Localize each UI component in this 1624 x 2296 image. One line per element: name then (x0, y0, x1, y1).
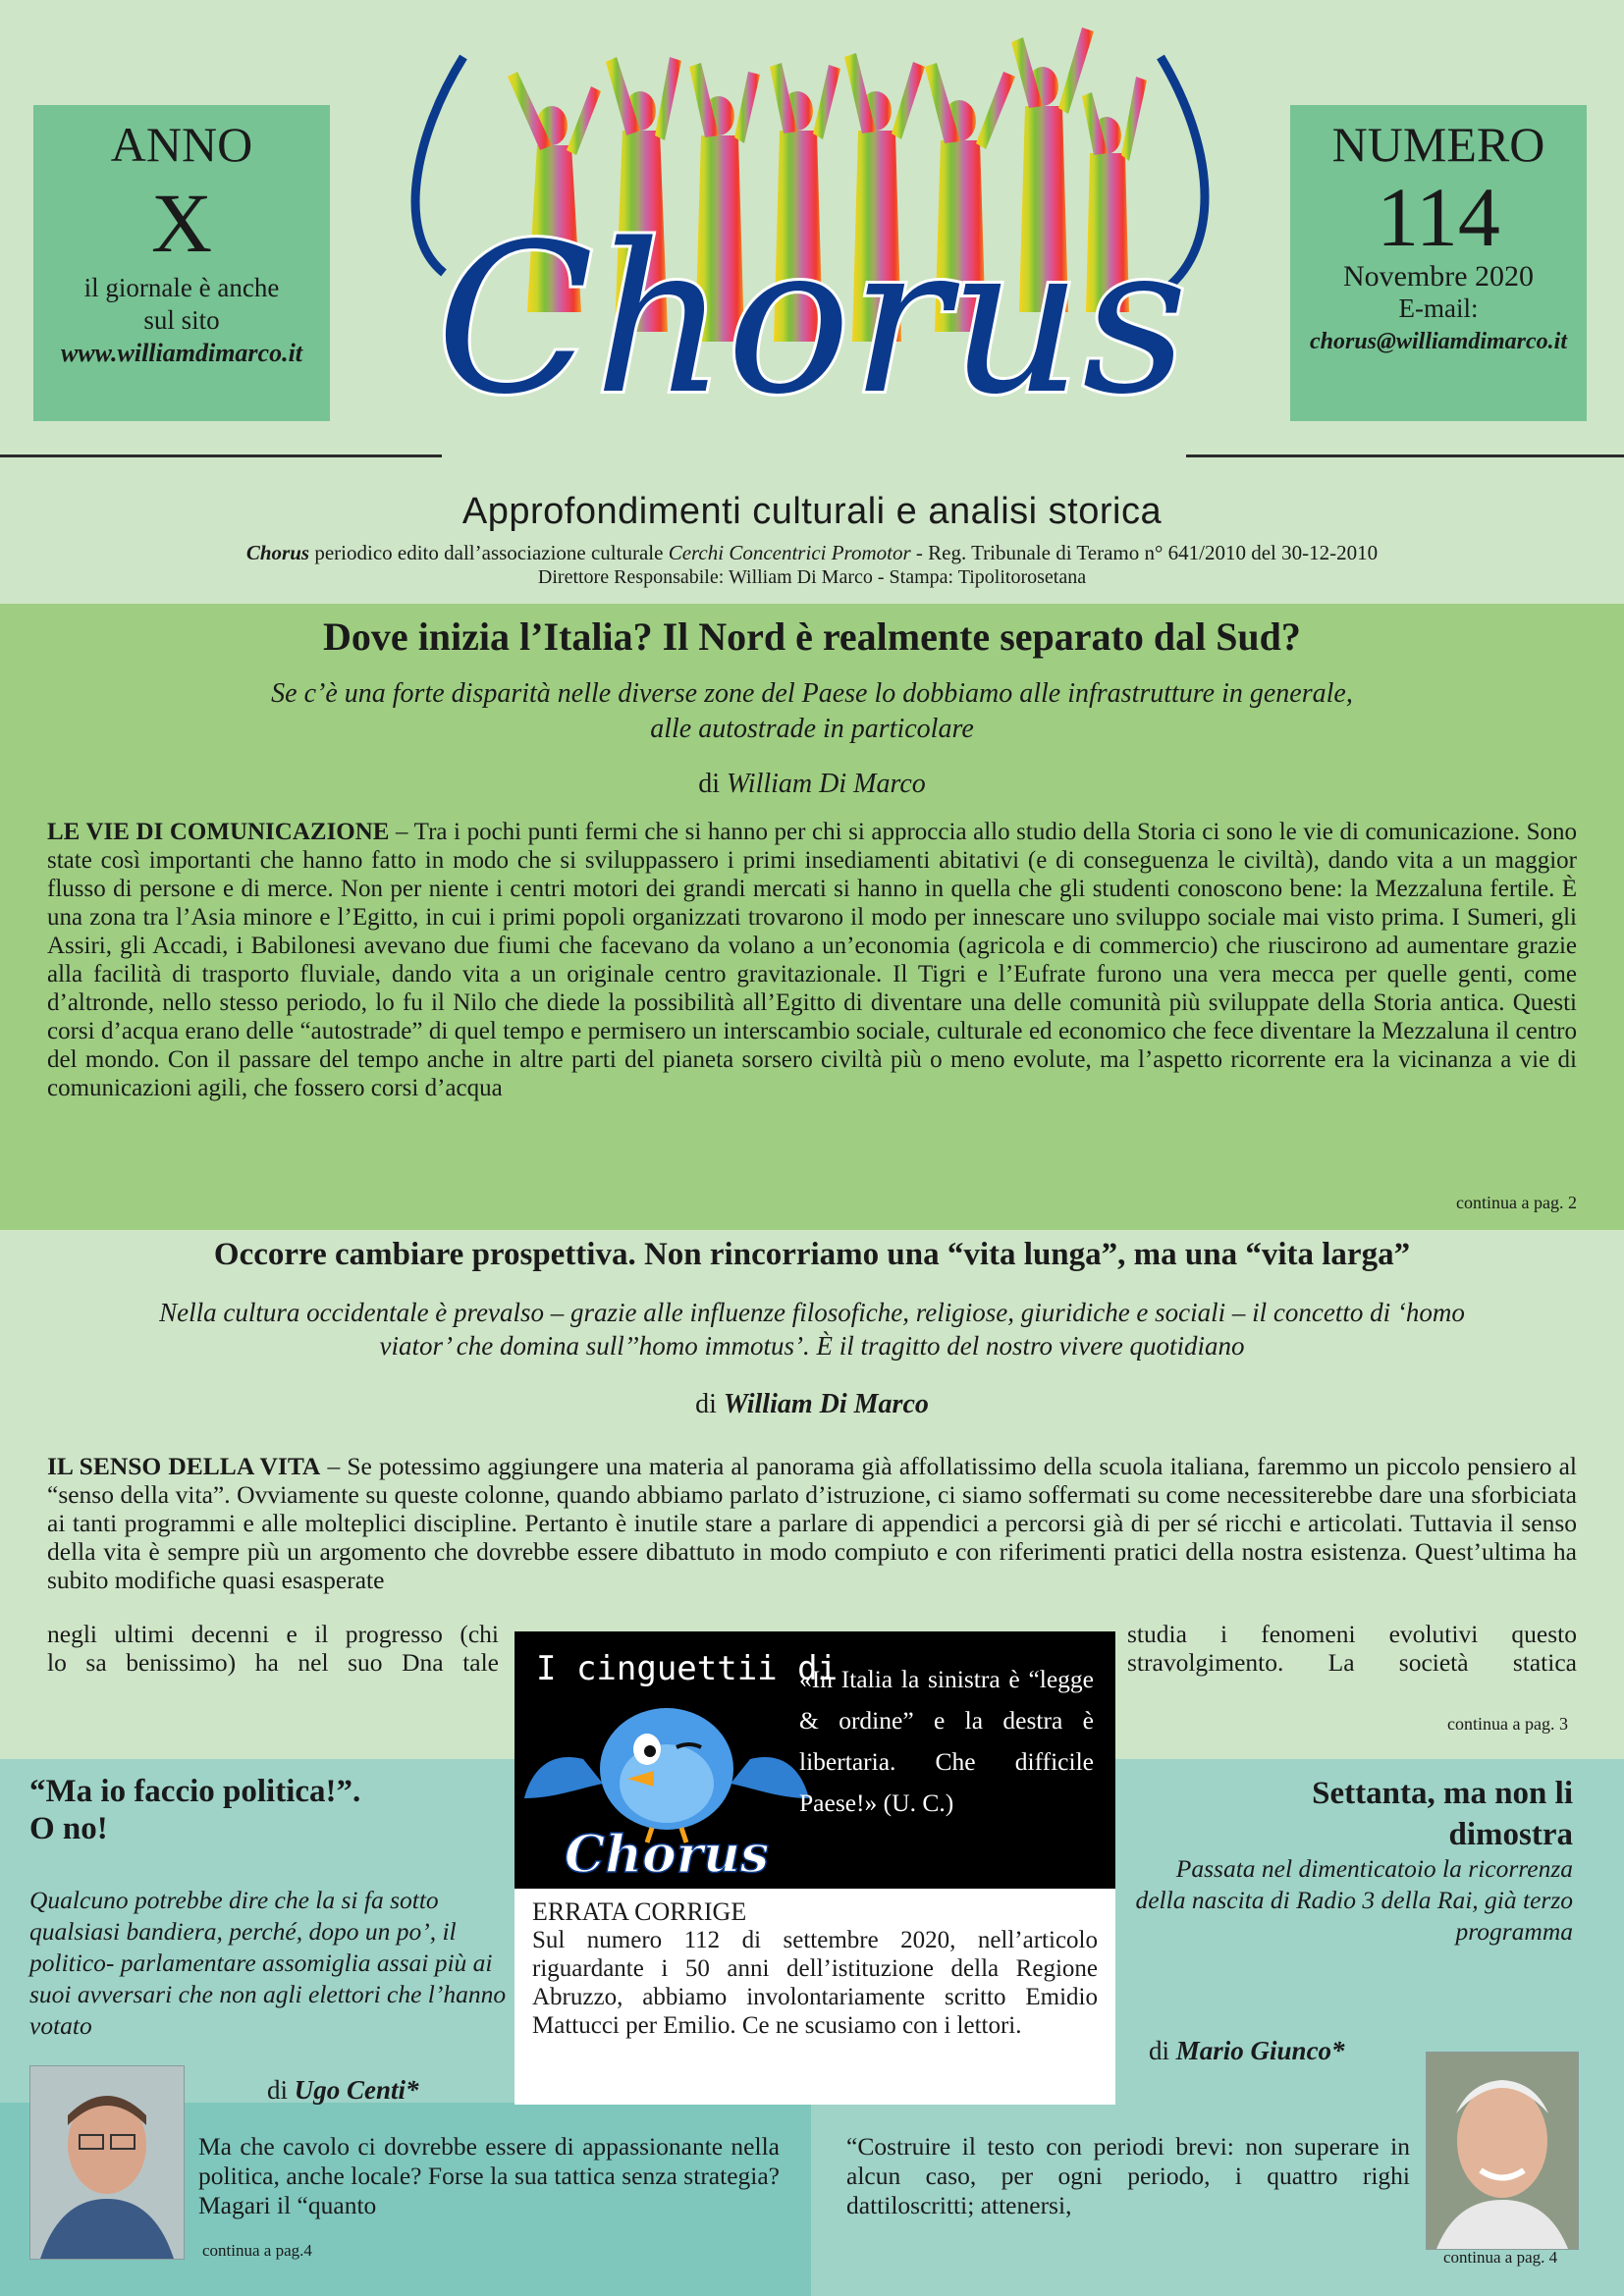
article-1-deck-line-2: alle autostrade in particolare (650, 714, 974, 744)
bird-icon (524, 1690, 809, 1887)
article-1-lead: LE VIE DI COMUNICAZIONE (47, 819, 390, 845)
article-3-by: di (267, 2075, 295, 2105)
email-link[interactable]: chorus@williamdimarco.it (1309, 329, 1567, 354)
issue-label: NUMERO (1331, 117, 1545, 172)
imprint-line-2: Direttore Responsabile: William Di Marco - Stampa: Tipolitorosetana (537, 566, 1087, 588)
article-4-body: “Costruire il testo con periodi brevi: non superare in alcun caso, per ogni periodo, i quattro righi dattiloscritti; attenersi, (846, 2132, 1410, 2219)
article-3-headline-line-2: O no! (29, 1811, 108, 1846)
errata-box (514, 1889, 1115, 2105)
article-3-body: Ma che cavolo ci dovrebbe essere di appassionante nella politica, anche locale? Forse la sua tattica senza strategia? Magari il “quanto (198, 2132, 780, 2219)
imprint-part-1: periodico edito dall’associazione culturale (309, 541, 669, 564)
article-1-deck (0, 676, 1624, 747)
issue-box (1290, 105, 1587, 421)
article-4-headline-line-1: Settanta, ma non li (1312, 1776, 1573, 1811)
article-1-text: – Tra i pochi punti fermi che si hanno per chi si approccia allo studio della Storia ci sono le vie di comunicazione. Sono state così importanti che hanno fatto in modo che si sviluppassero i primi insediamenti abitativi (e di conseguenza le civiltà), dando vita a un maggior flusso di persone e di merce. Non per niente i centri motori dei grandi mercati si hanno in quella che gli studenti conoscono bene: la Mezzaluna fertile. È una zona tra l’Asia minore e l’Egitto, in cui i primi popoli organizzati trovarono il modo per innescare uno sviluppo sociale mai visto prima. I Sumeri, gli Assiri, gli Accadi, i Babilonesi avevano due fiumi che facevano da volano a un’economia (agricola e di commercio) che riuscirono ad aumentare grazie alla facilità di trasporto fluviale, dando vita a un originale centro gravitazionale. Il Tigri e l’Eufrate furono una vera mecca per quelle genti, come d’altronde, nello stesso periodo, lo fu il Nilo che diede la possibilità all’Egitto di diventare una delle comunità più sviluppate della Storia antica. Questi corsi d’acqua erano delle “autostrade” di quel tempo e permisero un interscambio sociale, culturale ed economico che fece diventare la Mezzaluna il centro del mondo. Con il passare del tempo anche in altre parti del pianeta sorsero civiltà più o meno evolute, ma l’aspetto ricorrente era la vicinanza a vie di comunicazioni agili, che fossero corsi d’acqua (47, 819, 1577, 1101)
article-3-byline (267, 2075, 419, 2106)
article-2-by: di (695, 1389, 724, 1419)
article-4-author: Mario Giunco* (1175, 2036, 1345, 2065)
article-3-headline-line-1: “Ma io faccio politica!”. (29, 1774, 361, 1809)
article-2-headline[interactable]: Occorre cambiare prospettiva. Non rincorriamo una “vita lunga”, ma una “vita larga” (213, 1237, 1411, 1272)
imprint-line (0, 541, 1624, 565)
article-2-body (47, 1452, 1577, 1594)
article-2-right-line-1: studia i fenomeni evolutivi questo (1127, 1620, 1577, 1648)
article-2-left-line-2: lo sa benissimo) ha nel suo Dna tale (47, 1648, 499, 1677)
site-note-1: il giornale è anche (83, 273, 280, 302)
article-3-author: Ugo Centi* (294, 2075, 419, 2105)
imprint-brand: Chorus (245, 541, 310, 564)
article-4-byline (1149, 2036, 1345, 2066)
article-2-lead: IL SENSO DELLA VITA (47, 1452, 321, 1480)
imprint-part-2: - Reg. Tribunale di Teramo n° 641/2010 del 30-12-2010 (910, 541, 1379, 564)
article-4-by: di (1149, 2036, 1176, 2065)
issue-date: Novembre 2020 (1342, 260, 1535, 293)
ugo-centi-photo (29, 2065, 185, 2260)
year-value: X (150, 176, 213, 270)
article-4-headline-line-2: dimostra (1448, 1817, 1573, 1852)
email-label: E-mail: (1398, 294, 1479, 323)
header-rule-left (0, 454, 442, 457)
article-2-deck (0, 1296, 1624, 1362)
article-1-deck-line-1: Se c’è una forte disparità nelle diverse zone del Paese lo dobbiamo alle infrastrutture in generale, (271, 678, 1353, 709)
imprint-association: Cerchi Concentrici Promotor (668, 541, 911, 564)
article-2-byline (0, 1389, 1624, 1420)
article-1-author: William Di Marco (727, 769, 926, 799)
article-4-continued[interactable]: continua a pag. 4 (1443, 2248, 1558, 2267)
article-1-byline (0, 769, 1624, 800)
article-1-by: di (698, 769, 728, 799)
article-3-deck: Qualcuno potrebbe dire che la si fa sotto qualsiasi bandiera, perché, dopo un po’, il politico- parlamentare assomiglia assai più ai suoi avversari che non agli elettori che l’hanno votato (29, 1886, 507, 2040)
article-2-continued[interactable]: continua a pag. 3 (1447, 1714, 1568, 1734)
site-note-2: sul sito (143, 305, 220, 335)
tagline: Approfondimenti culturali e analisi storica (461, 491, 1163, 532)
errata-text: Sul numero 112 di settembre 2020, nell’articolo riguardante i 50 anni dell’istituzione della Regione Abruzzo, abbiamo involontariamente scritto Emidio Mattucci per Emilio. Ce ne scusiamo con i lettori. (532, 1927, 1098, 2039)
article-2-right-line-2: stravolgimento. La società statica (1127, 1648, 1577, 1677)
article-1-body (47, 818, 1577, 1102)
tweet-box (514, 1631, 1115, 1889)
article-3-headline[interactable] (29, 1773, 360, 1847)
article-2-body-left (47, 1620, 499, 1677)
site-url-link[interactable]: www.williamdimarco.it (60, 339, 303, 367)
issue-number: 114 (1377, 170, 1500, 264)
article-1-continued[interactable]: continua a pag. 2 (1456, 1193, 1577, 1212)
article-4-headline[interactable] (1129, 1773, 1573, 1855)
article-3-continued[interactable]: continua a pag.4 (202, 2241, 312, 2260)
article-1 (0, 604, 1624, 1230)
chorus-logo (405, 18, 1219, 479)
article-2-body-right (1127, 1620, 1577, 1677)
header-rule-right (1186, 454, 1624, 457)
logo-wordmark: Chorus (436, 199, 1188, 440)
article-2-deck-line-2: viator’ che domina sull’’homo immotus’. È il tragitto del nostro vivere quotidiano (379, 1331, 1245, 1361)
article-2-deck-line-1: Nella cultura occidentale è prevalso – grazie alle influenze filosofiche, religiose, giuridiche e sociali – il concetto di ‘homo (159, 1298, 1465, 1327)
errata-title: ERRATA CORRIGE (532, 1897, 747, 1926)
year-box (33, 105, 330, 421)
article-2-left-line-1: negli ultimi decenni e il progresso (chi (47, 1620, 499, 1648)
tweet-quote: «In Italia la sinistra è “legge & ordine” e la destra è libertaria. Che difficile Paese!» (U. C.) (799, 1665, 1094, 1817)
article-2-author: William Di Marco (723, 1389, 929, 1419)
tweet-title: I cinguettii di (536, 1649, 839, 1688)
year-label: ANNO (110, 117, 253, 172)
tweet-logo: Chorus (564, 1825, 770, 1885)
article-1-headline[interactable]: Dove inizia l’Italia? Il Nord è realmente separato dal Sud? (323, 614, 1301, 659)
article-2-text: – Se potessimo aggiungere una materia al panorama già affollatissimo della scuola italiana, faremmo un piccolo pensiero al “senso della vita”. Ovviamente su queste colonne, quando abbiamo parlato d’istruzione, ci siamo soffermati su come necessiterebbe dare una sforbiciata ai tanti programmi e alle molteplici discipline. Pertanto è inutile stare a parlare di appendici a percorsi già di per sé ricchi e articolati. Tuttavia il senso della vita è sempre più un argomento che dovrebbe essere dibattuto in modo compiuto e con riferimenti pratici della nostra esistenza. Quest’ultima ha subito modifiche quasi esasperate (47, 1452, 1577, 1594)
article-4-deck: Passata nel dimenticatoio la ricorrenza della nascita di Radio 3 della Rai, già terzo programma (1135, 1854, 1573, 1946)
mario-giunco-photo (1426, 2052, 1579, 2250)
